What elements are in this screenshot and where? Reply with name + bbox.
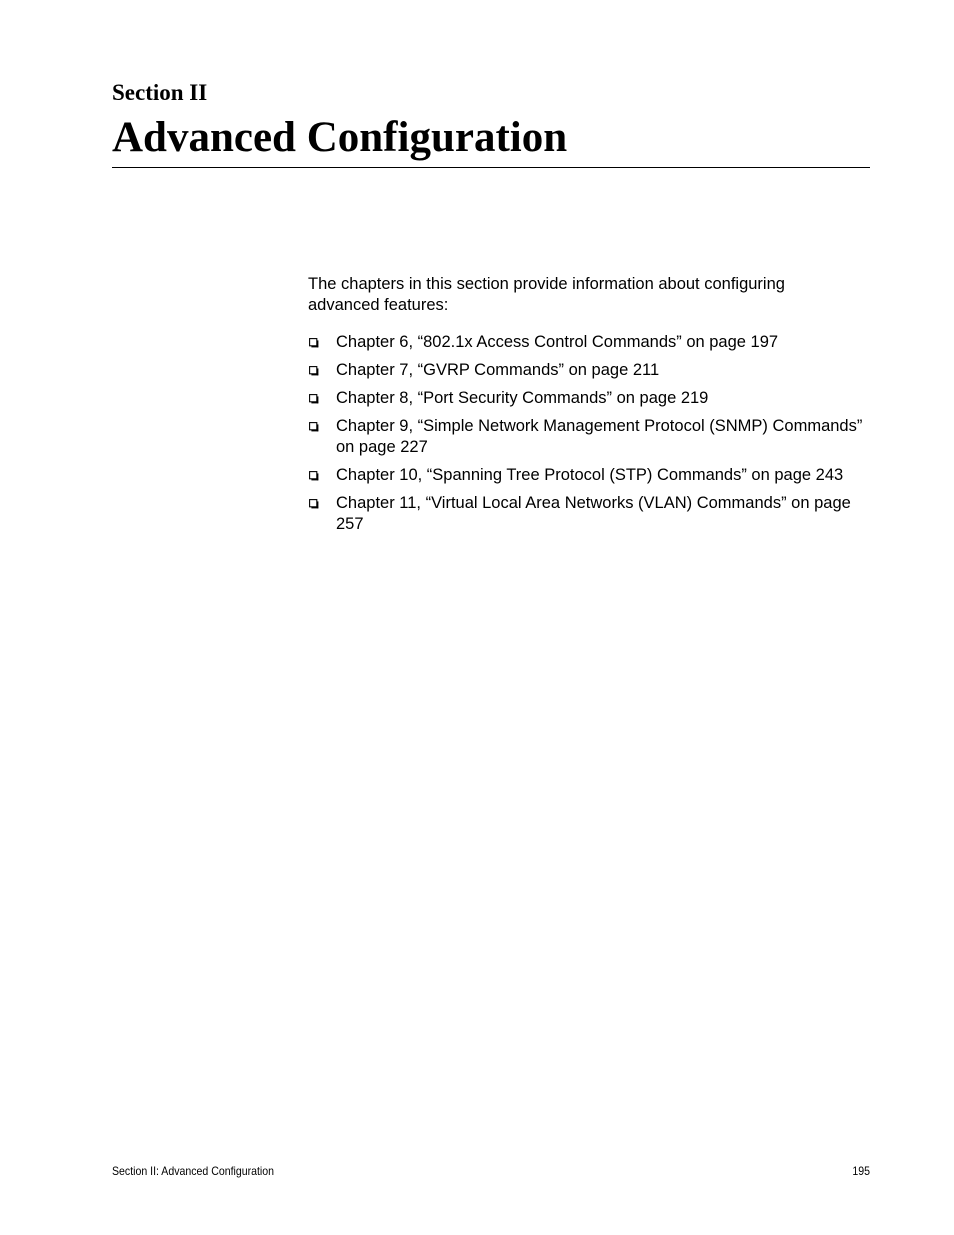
checkbox-bullet-icon xyxy=(309,471,319,481)
chapter-link[interactable]: Chapter 9, “Simple Network Management Protocol (SNMP) Commands” on page 227 xyxy=(336,417,863,456)
chapter-link[interactable]: Chapter 8, “Port Security Commands” on page 219 xyxy=(336,389,709,407)
page-title: Advanced Configuration xyxy=(112,114,568,161)
chapter-list-item xyxy=(308,493,878,535)
checkbox-bullet-icon xyxy=(309,338,319,348)
checkbox-bullet-icon xyxy=(309,394,319,404)
chapter-list xyxy=(308,332,878,535)
chapter-list-item xyxy=(308,416,878,458)
section-label: Section II xyxy=(112,80,208,105)
checkbox-bullet-icon xyxy=(309,422,319,432)
footer-page-number: 195 xyxy=(852,1164,870,1178)
section-overview xyxy=(308,274,878,542)
chapter-list-item xyxy=(308,332,878,353)
chapter-link[interactable]: Chapter 11, “Virtual Local Area Networks (VLAN) Commands” on page 257 xyxy=(336,494,851,533)
chapter-list-item xyxy=(308,465,878,486)
footer-section-title: Section II: Advanced Configuration xyxy=(112,1164,275,1178)
title-divider xyxy=(112,167,870,168)
chapter-list-item xyxy=(308,360,878,381)
intro-paragraph: The chapters in this section provide information about configuring advanced features: xyxy=(308,275,785,314)
chapter-link[interactable]: Chapter 6, “802.1x Access Control Commands” on page 197 xyxy=(336,333,779,351)
chapter-link[interactable]: Chapter 10, “Spanning Tree Protocol (STP) Commands” on page 243 xyxy=(336,466,844,484)
chapter-link[interactable]: Chapter 7, “GVRP Commands” on page 211 xyxy=(336,361,660,379)
checkbox-bullet-icon xyxy=(309,499,319,509)
chapter-list-item xyxy=(308,388,878,409)
checkbox-bullet-icon xyxy=(309,366,319,376)
